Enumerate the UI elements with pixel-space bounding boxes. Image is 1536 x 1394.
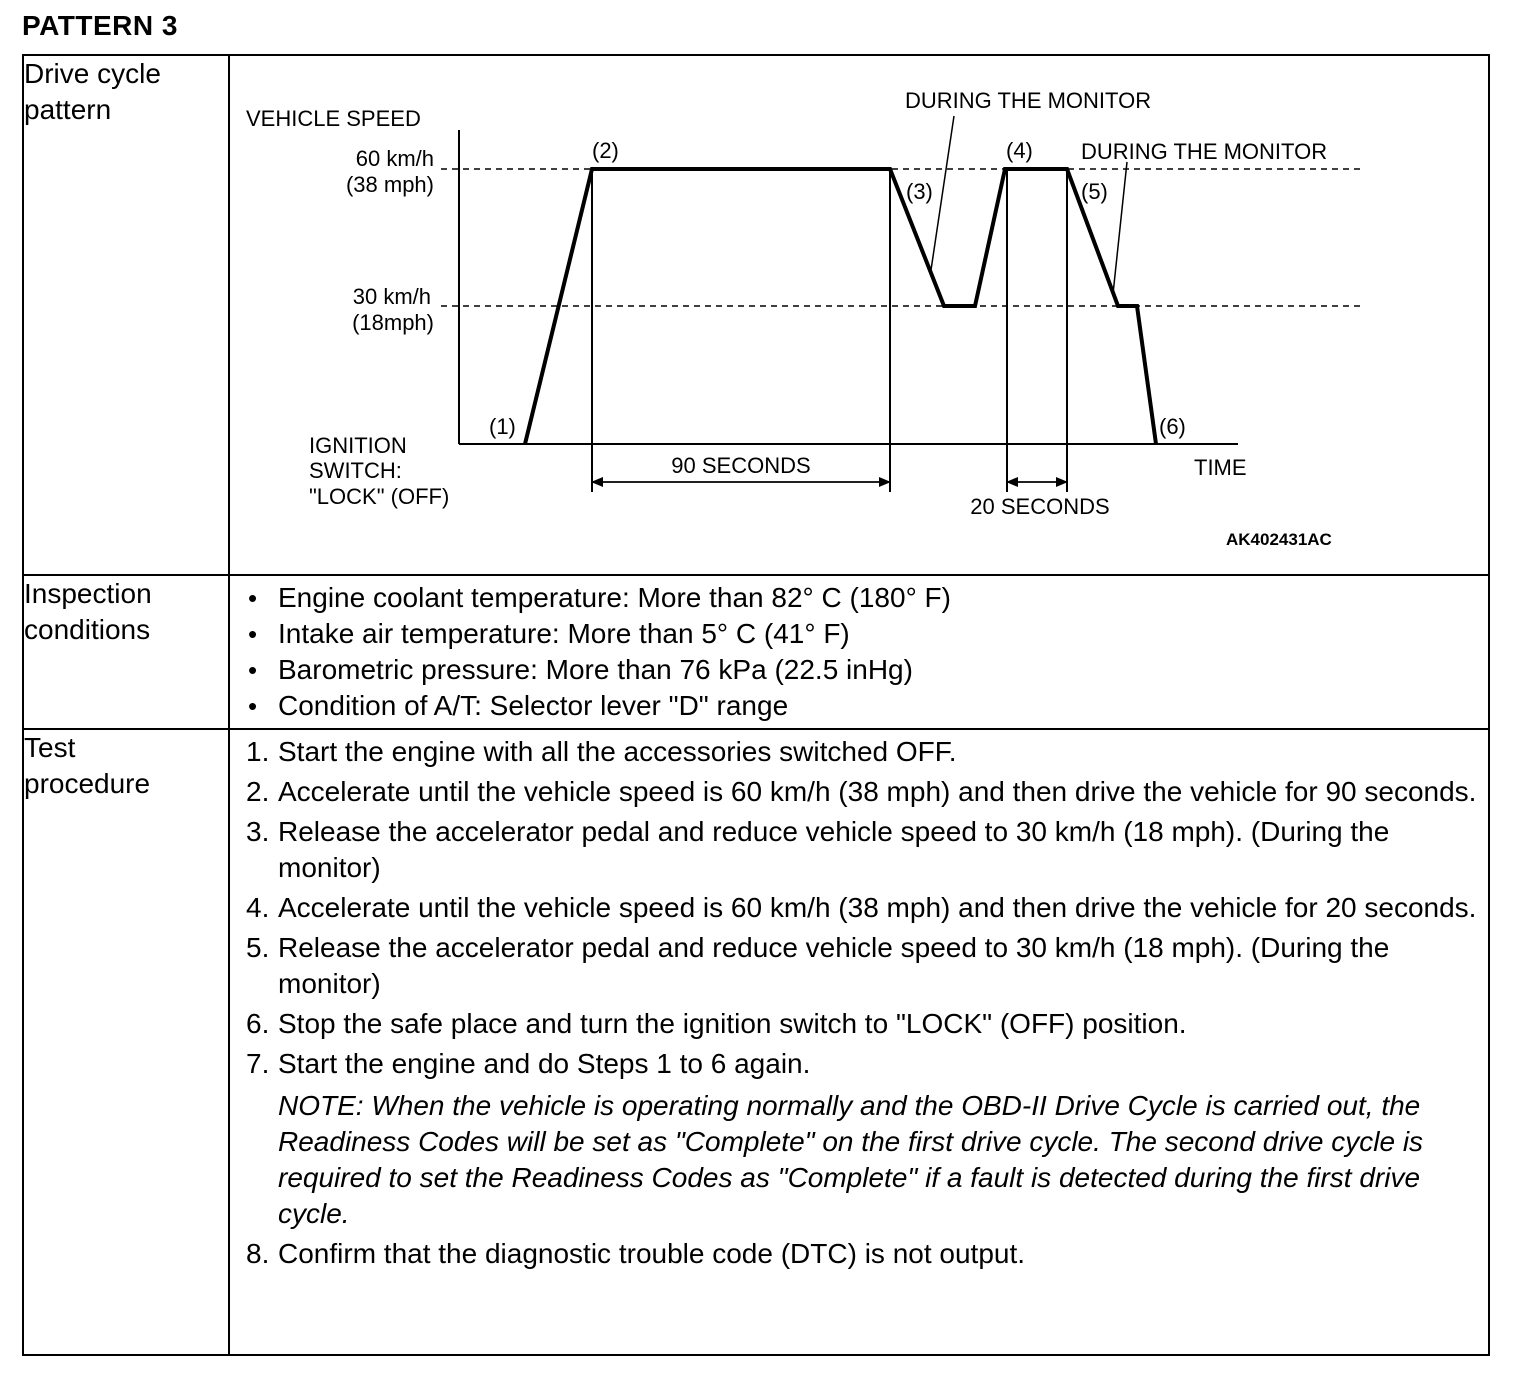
step-text: Stop the safe place and turn the ignition switch to "LOCK" (OFF) position.: [278, 1008, 1187, 1039]
inspection-conditions-cell: [229, 575, 1489, 729]
test-procedure-label-cell: [23, 729, 229, 1355]
procedure-step: [246, 814, 1478, 886]
test-procedure-label: Test procedure: [24, 732, 151, 799]
procedure-step: [246, 1046, 1478, 1232]
point-label-3: (3): [906, 179, 933, 204]
inspection-condition: • Barometric pressure: More than 76 kPa (22.5 inHg): [246, 652, 1488, 688]
procedure-step: [246, 930, 1478, 1002]
step-number: 4.: [246, 892, 270, 923]
page-title: PATTERN 3: [22, 10, 178, 41]
step-text: Release the accelerator pedal and reduce vehicle speed to 30 km/h (18 mph). (During the monitor): [278, 816, 1390, 883]
ignition-label-line3: "LOCK" (OFF): [309, 484, 450, 509]
monitor-1-leader-line: [931, 116, 954, 270]
inspection-condition: • Intake air temperature: More than 5° C (41° F): [246, 616, 1488, 652]
procedure-step: [246, 774, 1478, 810]
monitor-2-leader-line: [1113, 162, 1127, 294]
step-text: Start the engine and do Steps 1 to 6 again.: [278, 1048, 811, 1079]
ignition-label-line2: SWITCH:: [309, 458, 402, 483]
step-number: 2.: [246, 776, 270, 807]
step-text: Accelerate until the vehicle speed is 60 km/h (38 mph) and then drive the vehicle for 20 seconds.: [278, 892, 1477, 923]
inspection-label-cell: [23, 575, 229, 729]
test-procedure-cell: [229, 729, 1489, 1355]
step-text: Release the accelerator pedal and reduce vehicle speed to 30 km/h (18 mph). (During the monitor): [278, 932, 1390, 999]
procedure-step: [246, 890, 1478, 926]
point-label-5: (5): [1081, 179, 1108, 204]
during-monitor-label-2: DURING THE MONITOR: [1081, 139, 1328, 164]
procedure-step: [246, 1006, 1478, 1042]
step-text: Accelerate until the vehicle speed is 60 km/h (38 mph) and then drive the vehicle for 90 seconds.: [278, 776, 1477, 807]
speed-60-mph-label: (38 mph): [345, 172, 434, 197]
step-text: Start the engine with all the accessories switched OFF.: [278, 736, 957, 767]
procedure-note: NOTE: When the vehicle is operating normally and the OBD-II Drive Cycle is carried out, the Readiness Codes will be set as "Complete" on the first drive cycle. The second drive cycle is required to set the Readiness Codes as "Complete" if a fault is detected during the first drive cycle.: [278, 1090, 1424, 1229]
step-number: 5.: [246, 932, 270, 963]
inspection-conditions-list: [230, 576, 1488, 724]
drive-cycle-label-cell: [23, 55, 229, 575]
speed-30-mph-label: (18mph): [352, 310, 434, 335]
drive-cycle-diagram-cell: [229, 55, 1489, 575]
figure-code: AK402431AC: [1226, 530, 1332, 549]
inspection-row: [23, 575, 1489, 729]
drive-cycle-diagram: [230, 56, 1488, 574]
drive-cycle-row: [23, 55, 1489, 575]
step-number: 6.: [246, 1008, 270, 1039]
step-number: 3.: [246, 816, 270, 847]
y-axis-title: VEHICLE SPEED: [246, 106, 421, 131]
point-label-1: (1): [489, 414, 516, 439]
test-procedure-list: [230, 730, 1488, 1272]
point-label-4: (4): [1006, 138, 1033, 163]
procedure-step: [246, 1236, 1478, 1272]
ignition-label-line1: IGNITION: [309, 433, 407, 458]
during-monitor-label-1: DURING THE MONITOR: [905, 88, 1152, 113]
speed-60-kmh-label: 60 km/h: [355, 146, 434, 171]
inspection-label: Inspection conditions: [24, 578, 152, 645]
interval-20-label: 20 SECONDS: [970, 494, 1110, 519]
interval-90-label: 90 SECONDS: [671, 453, 811, 478]
drive-cycle-label: Drive cycle pattern: [24, 58, 161, 125]
point-label-2: (2): [592, 138, 619, 163]
procedure-step: [246, 734, 1478, 770]
step-text: Confirm that the diagnostic trouble code (DTC) is not output.: [278, 1238, 1026, 1269]
step-number: 1.: [246, 736, 270, 767]
inspection-condition: • Engine coolant temperature: More than 82° C (180° F): [246, 580, 1488, 616]
inspection-condition: • Condition of A/T: Selector lever "D" range: [246, 688, 1488, 724]
test-procedure-row: [23, 729, 1489, 1355]
step-number: 8.: [246, 1238, 270, 1269]
speed-30-kmh-label: 30 km/h: [352, 284, 431, 309]
x-axis-title: TIME: [1194, 455, 1247, 480]
point-label-6: (6): [1159, 414, 1186, 439]
drive-cycle-table: [22, 54, 1490, 1356]
step-number: 7.: [246, 1048, 270, 1079]
